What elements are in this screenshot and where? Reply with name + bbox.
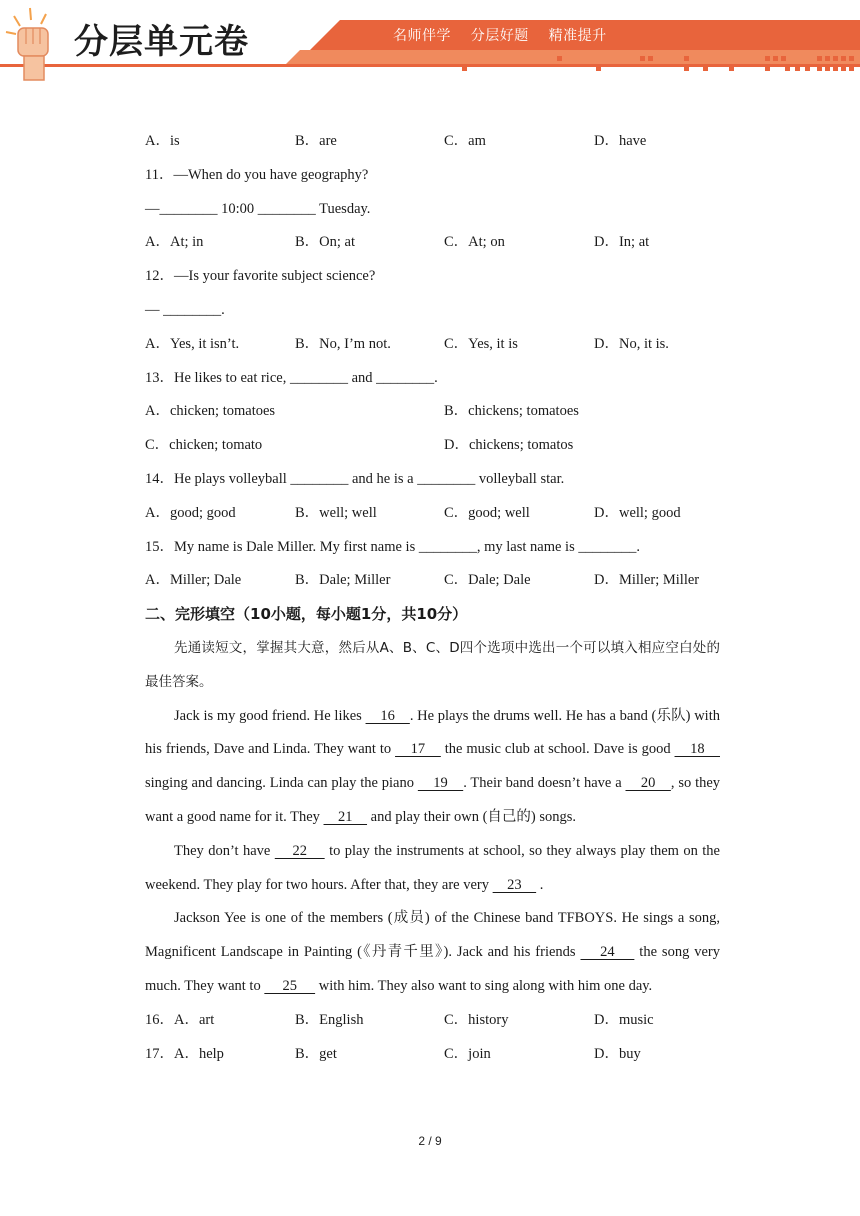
passage-text: .: [536, 876, 544, 893]
q13-options-row1: [145, 395, 720, 429]
option-d: D．In; at: [594, 234, 650, 251]
passage-text: singing and dancing. Linda can play the piano: [145, 775, 418, 792]
page-content: [145, 125, 720, 1071]
section-title: 二、完形填空（10小题，每小题1分，共10分）: [145, 605, 468, 624]
option-b: B．well; well: [295, 504, 377, 521]
passage-paragraph-1: [145, 700, 720, 835]
passage-text: Jack is my good friend. He likes: [174, 707, 366, 724]
option-b: B．chickens; tomatoes: [444, 403, 579, 420]
option-d: D．buy: [594, 1045, 641, 1062]
option-b: B．English: [295, 1011, 364, 1028]
option-a: A．Miller; Dale: [145, 572, 242, 589]
q12-answer-line: — ________.: [145, 301, 225, 318]
option-c: C．Dale; Dale: [444, 572, 531, 589]
option-d: D．have: [594, 133, 647, 149]
q16-options: [145, 1004, 720, 1038]
blank-20: 20: [625, 775, 671, 792]
passage-text: . He plays the drums well. He has a band (乐队) with his friends, Dave and Linda. They want to: [145, 707, 720, 758]
option-d: D．music: [594, 1011, 654, 1028]
q14-stem: 14．He plays volleyball ________ and he is a ________ volleyball star.: [145, 470, 565, 487]
passage-text: the song very much. They want to: [145, 944, 721, 994]
option-b: B．get: [295, 1045, 337, 1062]
passage-text: Jackson Yee is one of the members (成员) of the Chinese band TFBOYS. He sings a song, Magnificent Landscape in Painting (《丹青千里》). Jack and his friends: [145, 910, 720, 961]
passage-text: with him. They also want to sing along with him one day.: [315, 977, 653, 994]
q11-answer-line: —________ 10:00 ________ Tuesday.: [145, 200, 371, 217]
q13-options-row2: [145, 429, 720, 463]
option-c: C．chicken; tomato: [145, 437, 263, 454]
option-c: C．good; well: [444, 504, 530, 521]
option-a: A．Yes, it isn’t.: [145, 335, 240, 352]
option-a: A．is: [145, 133, 180, 149]
option-c: C．Yes, it is: [444, 335, 518, 352]
q12-options: [145, 328, 720, 362]
option-b: B．Dale; Miller: [295, 572, 391, 589]
fist-icon: [6, 8, 48, 80]
option-a: A．At; in: [145, 234, 204, 251]
passage-text: They don’t have: [174, 842, 275, 859]
blank-22: 22: [274, 842, 325, 859]
option-c: C．am: [444, 133, 486, 149]
passage-text: the music club at school. Dave is good: [440, 741, 675, 758]
q14-options: [145, 497, 720, 531]
option-d: D．chickens; tomatos: [444, 437, 574, 454]
option-a: A．chicken; tomatoes: [145, 403, 276, 420]
section-instruction: 先通读短文，掌握其大意，然后从A、B、C、D四个选项中选出一个可以填入相应空白处的最佳答案。: [145, 639, 720, 690]
blank-18: 18: [674, 741, 720, 758]
page-number: 2 / 9: [418, 1134, 442, 1148]
q10-options: [145, 125, 720, 159]
page-header: [0, 0, 860, 90]
q11-stem: 11．—When do you have geography?: [145, 166, 369, 183]
option-a: 16．A．art: [145, 1011, 215, 1028]
passage-text: , so they want a good name for it. They: [145, 775, 721, 825]
option-c: C．join: [444, 1045, 491, 1062]
option-b: B．are: [295, 133, 337, 149]
brand-title: 分层单元卷: [74, 22, 249, 62]
option-c: C．history: [444, 1011, 509, 1028]
q13-stem: 13．He likes to eat rice, ________ and ________.: [145, 369, 438, 386]
blank-23: 23: [492, 876, 537, 893]
passage-paragraph-2: [145, 835, 720, 903]
passage-paragraph-3: [145, 902, 720, 1003]
option-d: D．No, it is.: [594, 335, 669, 352]
option-d: D．well; good: [594, 504, 681, 521]
header-slogan: 名师伴学 分层好题 精准提升: [393, 28, 607, 44]
q15-options: [145, 564, 720, 598]
option-c: C．At; on: [444, 234, 505, 251]
blank-19: 19: [417, 775, 464, 792]
q15-stem: 15．My name is Dale Miller. My first name is ________, my last name is ________.: [145, 538, 640, 555]
q17-options: [145, 1038, 720, 1072]
option-a: A．good; good: [145, 504, 236, 521]
passage-text: and play their own (自己的) songs.: [367, 808, 577, 825]
blank-17: 17: [395, 741, 441, 758]
blank-16: 16: [365, 707, 410, 724]
q11-options: [145, 226, 720, 260]
option-b: B．On; at: [295, 234, 356, 251]
option-d: D．Miller; Miller: [594, 572, 700, 589]
option-b: B．No, I’m not.: [295, 335, 391, 352]
passage-text: . Their band doesn’t have a: [463, 775, 626, 792]
blank-21: 21: [323, 808, 368, 825]
blank-24: 24: [580, 944, 635, 961]
option-a: 17．A．help: [145, 1045, 224, 1062]
passage-text: to play the instruments at school, so they always play them on the weekend. They play for two hours. After that, they are very: [145, 842, 720, 893]
q12-stem: 12．—Is your favorite subject science?: [145, 268, 376, 285]
blank-25: 25: [264, 977, 316, 994]
